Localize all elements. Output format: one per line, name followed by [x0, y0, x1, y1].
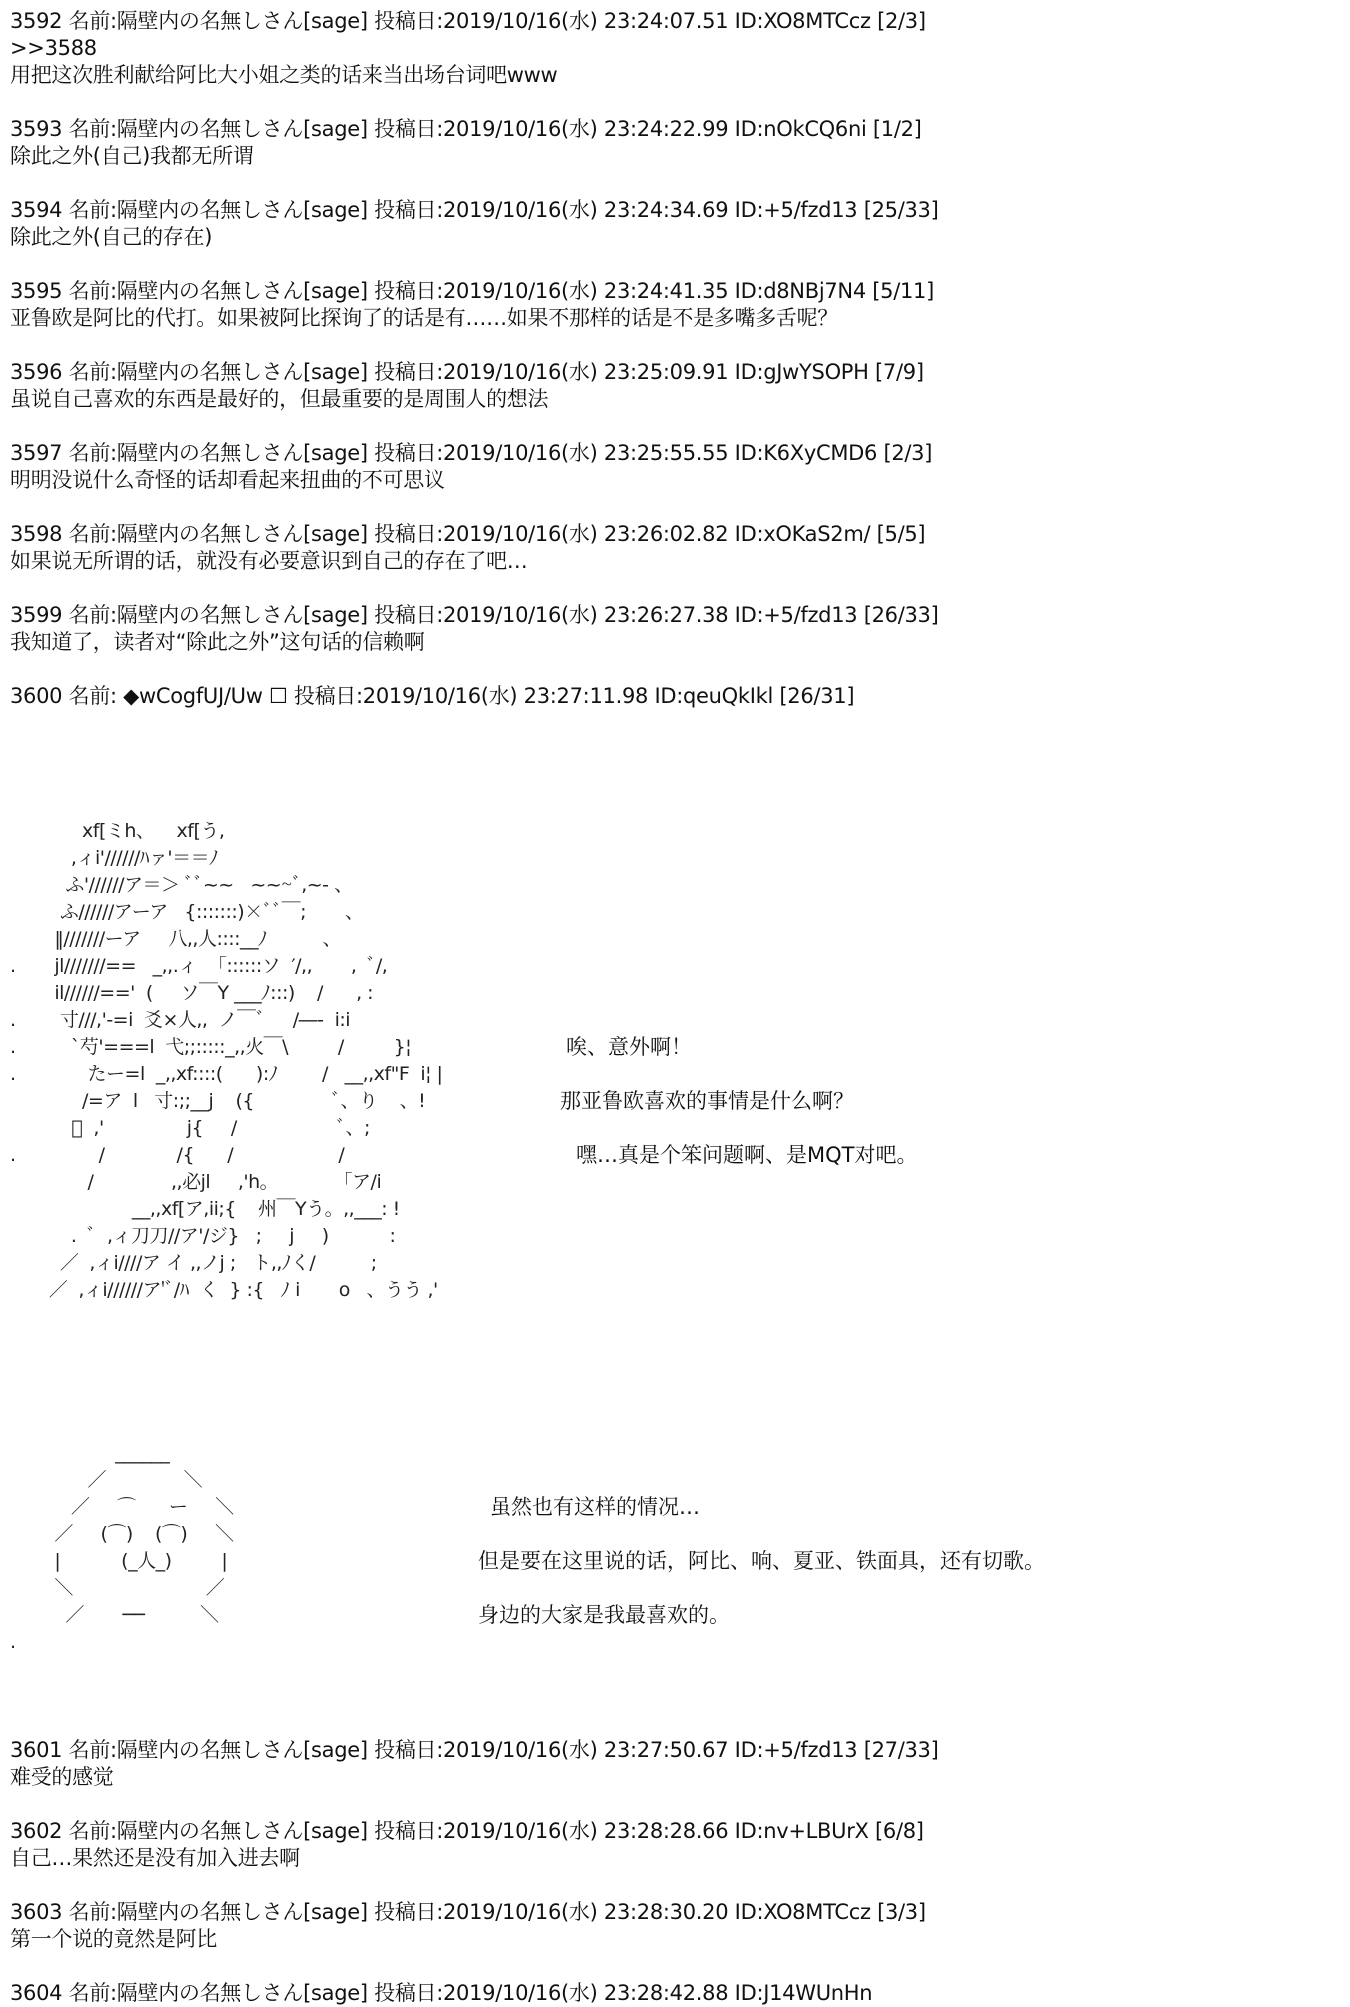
dialogue-line: 嘿…真是个笨问题啊、是MQT对吧。: [576, 1143, 918, 1167]
post-body: 虽说自己喜欢的东西是最好的，但最重要的是周围人的想法: [10, 387, 549, 411]
post-header: 3598 名前:隔壁内の名無しさん[sage] 投稿日:2019/10/16(水) 23:26:02.82 ID:xOKaS2m/ [5/5]: [10, 522, 926, 546]
post-header: 3596 名前:隔壁内の名無しさん[sage] 投稿日:2019/10/16(水) 23:25:09.91 ID:gJwYSOPH [7/9]: [10, 360, 924, 384]
post-header: 3592 名前:隔壁内の名無しさん[sage] 投稿日:2019/10/16(水) 23:24:07.51 ID:XO8MTCcz [2/3]: [10, 9, 926, 33]
post-header: 3602 名前:隔壁内の名無しさん[sage] 投稿日:2019/10/16(水) 23:28:28.66 ID:nv+LBUrX [6/8]: [10, 1819, 924, 1843]
post-3597: [10, 440, 1330, 494]
post-body: 我知道了，读者对“除此之外”这句话的信赖啊: [10, 630, 425, 654]
dialogue-line: 唉、意外啊！: [566, 1035, 692, 1059]
post-body: 自己…果然还是没有加入进去啊: [10, 1846, 300, 1870]
post-3595: [10, 278, 1330, 332]
post-3594: [10, 197, 1330, 251]
dialogue-line: 那亚鲁欧喜欢的事情是什么啊？: [560, 1089, 854, 1113]
dialogue-line: 身边的大家是我最喜欢的。: [478, 1603, 730, 1627]
post-3598: [10, 521, 1330, 575]
post-body: 如果说无所谓的话，就没有必要意识到自己的存在了吧…: [10, 549, 528, 573]
post-header: 3604 名前:隔壁内の名無しさん[sage] 投稿日:2019/10/16(水) 23:28:42.88 ID:J14WUnHn: [10, 1981, 873, 2005]
post-body: 难受的感觉: [10, 1765, 114, 1789]
post-body: 第一个说的竟然是阿比: [10, 1927, 217, 1951]
post-3601: [10, 1737, 1330, 1791]
post-body: 亚鲁欧是阿比的代打。如果被阿比探询了的话是有……如果不那样的话是不是多嘴多舌呢？: [10, 306, 838, 330]
post-body: 明明没说什么奇怪的话却看起来扭曲的不可思议: [10, 468, 445, 492]
post-3592: [10, 8, 1330, 89]
post-header: 3594 名前:隔壁内の名無しさん[sage] 投稿日:2019/10/16(水) 23:24:34.69 ID:+5/fzd13 [25/33]: [10, 198, 939, 222]
post-body: 用把这次胜利献给阿比大小姐之类的话来当出场台词吧www: [10, 63, 558, 87]
post-3602: [10, 1818, 1330, 1872]
post-3599: [10, 602, 1330, 656]
dialogue-line: 虽然也有这样的情况…: [490, 1495, 700, 1519]
post-3600: [10, 683, 1330, 710]
post-header: 3601 名前:隔壁内の名無しさん[sage] 投稿日:2019/10/16(水) 23:27:50.67 ID:+5/fzd13 [27/33]: [10, 1738, 939, 1762]
post-3603: [10, 1899, 1330, 1953]
post-3604: [10, 1980, 1330, 2007]
post-header: 3593 名前:隔壁内の名無しさん[sage] 投稿日:2019/10/16(水) 23:24:22.99 ID:nOkCQ6ni [1/2]: [10, 117, 922, 141]
post-3593: [10, 116, 1330, 170]
post-body: 除此之外(自己的存在): [10, 225, 213, 249]
post-header: 3600 名前: ◆wCogfUJ/Uw ☐ 投稿日:2019/10/16(水) 23:27:11.98 ID:qeuQkIkl [26/31]: [10, 684, 855, 708]
dialogue-line: 但是要在这里说的话，阿比、响、夏亚、铁面具，还有切歌。: [478, 1549, 1045, 1573]
post-header: 3597 名前:隔壁内の名無しさん[sage] 投稿日:2019/10/16(水) 23:25:55.55 ID:K6XyCMD6 [2/3]: [10, 441, 933, 465]
post-body: 除此之外(自己)我都无所谓: [10, 144, 254, 168]
ascii-art-face: ______ ／ ＼ ／ ⌒ ー ＼ ／ (⌒) (⌒) ＼ | (_人_) | ＼ ／ ／ ── ＼ .: [10, 1442, 234, 1653]
post-header: 3603 名前:隔壁内の名無しさん[sage] 投稿日:2019/10/16(水) 23:28:30.20 ID:XO8MTCcz [3/3]: [10, 1900, 926, 1924]
reply-anchor-link[interactable]: >>3588: [10, 36, 97, 60]
ascii-art-character: xf[ミh、 xf[う, ,ィi'//////ﾊァ'＝＝ﾉ ふ'//////ア＝＞ ﾞﾞ~~ ~~~ﾞ,~‐ 、 ふ//////アーア {:::::::)×ﾞﾞ￣; 、 ‖///////ーア 八,,人::::__ﾉ 、 . jl///////== _,,.ィ 「::::::ソ ′/,, , ﾞ/, il//////==' ( ソ￣Y ___ﾉ:::) / , : . 寸///,'‐=i 爻×人,, ノ￣ﾞ /―‐ i:i . `芍'===l 弋;;:::::_,,火￣\ / }¦ . たー=l _,,xf::::( ):ﾉ / __,,xf"F i¦ | /=ア l 寸:;;__j ({ ﾞ、り 、! ﾞ ,' j{ / ﾞ、; . / /{ / / / ,,必jl ,'h。 「ア/i __,,xf[ア,ii;{ 州￣Yう。,,___: ! . ﾞ ,ィ刀刀//ア'/ジ} ; j ) : ／ ,ィi////ア イ ,,ノj ; ト,,ﾉく/ ; ／ ,ィi//////ア'ﾞ/ﾊ く } :{ ﾉ i o 、うう ,': [10, 820, 443, 1301]
post-3596: [10, 359, 1330, 413]
post-header: 3595 名前:隔壁内の名無しさん[sage] 投稿日:2019/10/16(水) 23:24:41.35 ID:d8NBj7N4 [5/11]: [10, 279, 935, 303]
post-header: 3599 名前:隔壁内の名無しさん[sage] 投稿日:2019/10/16(水) 23:26:27.38 ID:+5/fzd13 [26/33]: [10, 603, 939, 627]
